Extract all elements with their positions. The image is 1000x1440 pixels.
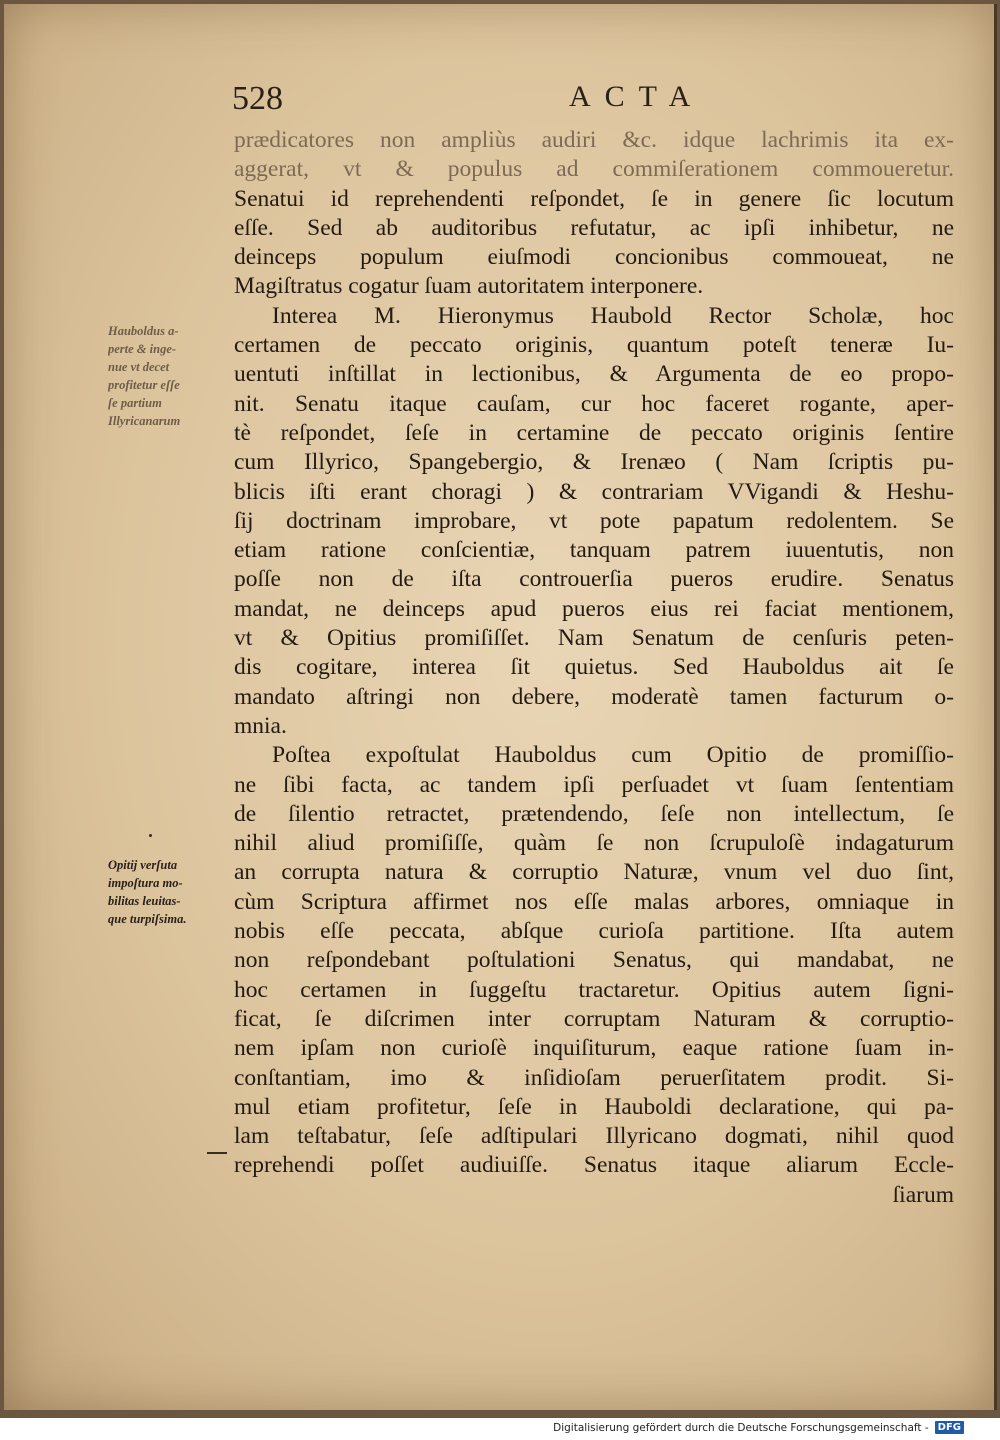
margin-note-line: Opitij verſuta <box>108 858 178 872</box>
text-line: Interea M. Hieronymus Haubold Rector Scholæ, hoc <box>272 302 954 329</box>
text-line: Senatui id reprehendenti reſpondet, ſe in genere ſic locutum <box>234 185 954 212</box>
text-line: uentuti inſtillat in lectionibus, & Argumenta de eo propo- <box>234 361 954 388</box>
text-line: mul etiam profitetur, ſeſe in Hauboldi declaratione, qui pa- <box>234 1093 954 1120</box>
text-line: aggerat, vt & populus ad commiſerationem commoueretur. <box>234 156 954 183</box>
text-line: dis cogitare, interea ſit quietus. Sed Hauboldus ait ſe <box>234 654 954 681</box>
text-line: nit. Senatu itaque cauſam, cur hoc faceret rogante, aper- <box>234 390 954 417</box>
ink-dash <box>207 1152 227 1154</box>
margin-note-line: perte & inge- <box>108 342 177 356</box>
margin-note-line: que turpiſsima. <box>108 912 187 926</box>
body-text <box>234 126 954 1210</box>
text-line: mnia. <box>234 712 287 739</box>
text-line: deinceps populum eiuſmodi concionibus commoueat, ne <box>234 244 954 271</box>
catchword: ſiarum <box>892 1181 954 1208</box>
text-line: an corrupta natura & corruptio Naturæ, vnum vel duo ſint, <box>234 859 954 886</box>
text-line: blicis iſti erant choragi ) & contrariam VVigandi & Heshu- <box>234 478 954 505</box>
text-line: ſij doctrinam improbare, vt pote papatum redolentem. Se <box>234 507 954 534</box>
text-line: mandat, ne deinceps apud pueros eius rei faciat mentionem, <box>234 595 954 622</box>
text-line: Magiſtratus cogatur ſuam autoritatem interponere. <box>234 273 704 300</box>
text-line: cùm Scriptura affirmet nos eſſe malas arbores, omniaque in <box>234 888 954 915</box>
text-line: eſſe. Sed ab auditoribus refutatur, ac ipſi inhibetur, ne <box>234 214 954 241</box>
margin-note-line: ſe partium <box>108 396 162 410</box>
text-line: ne ſibi facta, ac tandem ipſi perſuadet vt ſuam ſententiam <box>234 771 954 798</box>
margin-note-line: nue vt decet <box>108 360 170 374</box>
text-line: lam teſtabatur, ſeſe adſtipulari Illyricano dogmati, nihil quod <box>234 1123 954 1150</box>
text-line: nobis eſſe peccata, abſque curioſa partitione. Iſta autem <box>234 918 954 945</box>
text-line: reprehendi poſſet audiuiſſe. Senatus itaque aliarum Eccle- <box>234 1152 954 1179</box>
text-line: tè reſpondet, ſeſe in certamine de peccato originis ſentire <box>234 419 954 446</box>
text-line: hoc certamen in ſuggeſtu tractaretur. Opitius autem ſigni- <box>234 976 954 1003</box>
margin-note-opitius <box>108 856 230 928</box>
page-number: 528 <box>232 80 283 117</box>
running-head: ACTA <box>569 80 705 113</box>
digitization-footer <box>553 1421 964 1434</box>
text-line: etiam ratione conſcientiæ, tanquam patrem iuuentutis, non <box>234 537 954 564</box>
text-line: vt & Opitius promiſiſſet. Nam Senatum de cenſuris peten- <box>234 625 954 652</box>
text-line: cum Illyrico, Spangebergio, & Irenæo ( Nam ſcriptis pu- <box>234 449 954 476</box>
dfg-logo-icon: DFG <box>935 1421 964 1434</box>
margin-note-line: Illyricanarum <box>108 414 181 428</box>
text-line: ficat, ſe diſcrimen inter corruptam Naturam & corruptio- <box>234 1005 954 1032</box>
margin-note-line: Hauboldus a- <box>108 324 179 338</box>
text-line: de ſilentio retractet, prætendendo, ſeſe non intellectum, ſe <box>234 800 954 827</box>
text-line: nihil aliud promiſiſſe, quàm ſe non ſcrupuloſè indagaturum <box>234 830 954 857</box>
text-line: non reſpondebant poſtulationi Senatus, qui mandabat, ne <box>234 947 954 974</box>
text-line: conſtantiam, imo & inſidioſam peruerſitatem prodit. Si- <box>234 1064 954 1091</box>
text-line: certamen de peccato originis, quantum poteſt teneræ Iu- <box>234 332 954 359</box>
text-line: poſſe non de iſta controuerſia pueros erudire. Senatus <box>234 566 954 593</box>
text-line: prædicatores non ampliùs audiri &c. idque lachrimis ita ex- <box>234 127 954 153</box>
ink-mark <box>149 834 152 837</box>
text-line: mandato aſtringi non debere, moderatè tamen facturum o- <box>234 683 954 710</box>
margin-note-line: bilitas leuitas- <box>108 894 181 908</box>
book-page <box>4 4 997 1410</box>
footer-text: Digitalisierung gefördert durch die Deutsche Forschungsgemeinschaft - <box>553 1421 929 1434</box>
text-line: Poſtea expoſtulat Hauboldus cum Opitio de promiſſio- <box>272 742 954 769</box>
margin-note-line: impoſtura mo- <box>108 876 183 890</box>
margin-note-hauboldus <box>108 322 230 430</box>
margin-note-line: profitetur eſſe <box>108 378 180 392</box>
text-line: nem ipſam non curioſè inquiſiturum, eaque ratione ſuam in- <box>234 1035 954 1062</box>
